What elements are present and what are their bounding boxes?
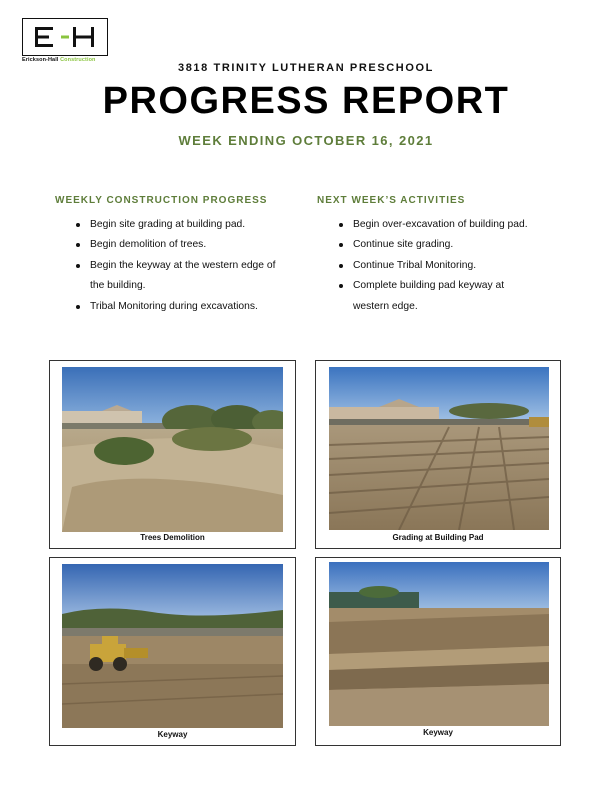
progress-item-continuation: the building. [90,280,146,292]
logo-caption-company: Erickson-Hall [22,57,59,63]
photo-caption: Trees Demolition [140,533,205,542]
eh-monogram-icon [33,25,97,49]
grading-building-pad-photo [329,367,549,530]
week-ending: WEEK ENDING OCTOBER 16, 2021 [178,133,434,148]
progress-item: Begin demolition of trees. [90,235,275,255]
next-week-heading: NEXT WEEK’S ACTIVITIES [317,195,466,206]
company-logo [22,18,108,56]
photo-caption: Grading at Building Pad [392,533,484,542]
project-name: 3818 TRINITY LUTHERAN PRESCHOOL [178,62,434,74]
next-week-item: Begin over-excavation of building pad. [353,215,528,235]
progress-item: Begin site grading at building pad. [90,215,275,235]
next-week-item: Complete building pad keyway at [353,276,528,296]
photo-card [49,360,296,549]
photo-caption: Keyway [423,728,453,737]
next-week-list [333,215,528,317]
keyway-loader-photo [62,564,283,728]
photo-card [315,360,561,549]
next-week-item-continuation: western edge. [353,300,418,312]
report-title: PROGRESS REPORT [102,80,510,122]
photo-caption: Keyway [157,730,188,739]
keyway-trench-photo [329,562,549,726]
progress-item: Tribal Monitoring during excavations. [90,297,275,317]
next-week-item: Continue Tribal Monitoring. [353,256,528,276]
progress-list [70,215,275,317]
progress-heading: WEEKLY CONSTRUCTION PROGRESS [55,195,268,206]
progress-item: Begin the keyway at the western edge of [90,256,275,276]
logo-caption-division: Construction [60,57,96,63]
next-week-item: Continue site grading. [353,235,528,255]
trees-demolition-photo [62,367,283,532]
photo-card [49,557,296,746]
photo-card [315,557,561,746]
